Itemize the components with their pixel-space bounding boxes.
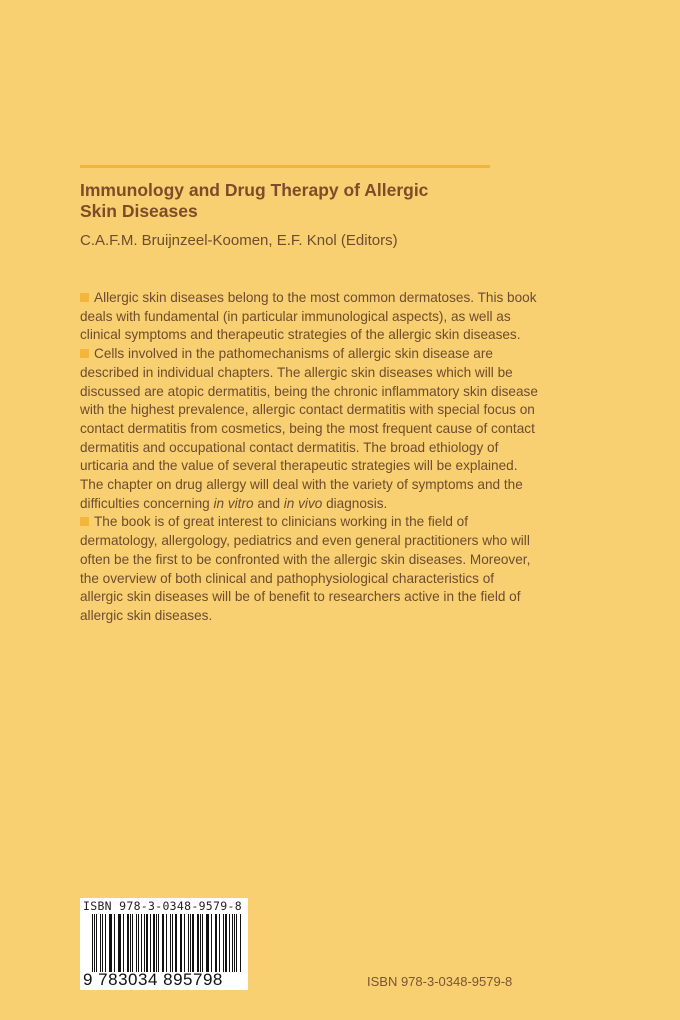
paragraph-text: diagnosis.: [322, 495, 388, 511]
paragraph-text: and: [253, 495, 284, 511]
paragraph-text: Cells involved in the pathomechanisms of allergic skin disease are described in individual chapters. The allergic skin diseases which will be discussed are atopic dermatitis, being the chronic inflammatory skin disease with the highest prevalence, allergic contact dermatitis with special focus on contact dermatitis from cosmetics, being the most frequent cause of contact dermatitis and occupational contact dermatitis. The broad ethiology of urticaria and the value of several therapeutic strategies will be explained. The chapter on drug allergy will deal with the variety of symptoms and the difficulties concerning: [80, 346, 538, 511]
paragraph-1: [80, 289, 540, 345]
italic-in-vitro: in vitro: [213, 495, 254, 511]
barcode-number: 9 783034 895798: [83, 970, 223, 989]
title-line-1: Immunology and Drug Therapy of Allergic: [80, 180, 429, 200]
bullet-square-icon: [80, 349, 89, 358]
title-rule: [80, 165, 490, 168]
paragraph-text: The book is of great interest to clinicians working in the field of dermatology, allergology, pediatrics and even general practitioners who will often be the first to be confronted with the allergic skin diseases. Moreover, the overview of both clinical and pathophysiological characteristics of allergic skin diseases will be of benefit to researchers active in the field of allergic skin diseases.: [80, 514, 531, 623]
paragraph-2: [80, 345, 540, 513]
isbn-barcode: [80, 898, 248, 990]
title-line-2: Skin Diseases: [80, 201, 198, 221]
editors: C.A.F.M. Bruijnzeel-Koomen, E.F. Knol (Editors): [80, 232, 398, 249]
description: [80, 289, 540, 626]
italic-in-vivo: in vivo: [283, 495, 323, 511]
paragraph-3: [80, 513, 540, 625]
barcode-top-text: ISBN 978-3-0348-9579-8: [83, 899, 242, 913]
isbn-label: ISBN 978-3-0348-9579-8: [367, 974, 513, 989]
paragraph-text: Allergic skin diseases belong to the most common dermatoses. This book deals with fundamental (in particular immunological aspects), as well as clinical symptoms and therapeutic strategies of the allergic skin diseases.: [80, 290, 537, 343]
bullet-square-icon: [80, 293, 89, 302]
book-title: [80, 180, 500, 222]
barcode-bars: [92, 914, 242, 972]
bullet-square-icon: [80, 517, 89, 526]
